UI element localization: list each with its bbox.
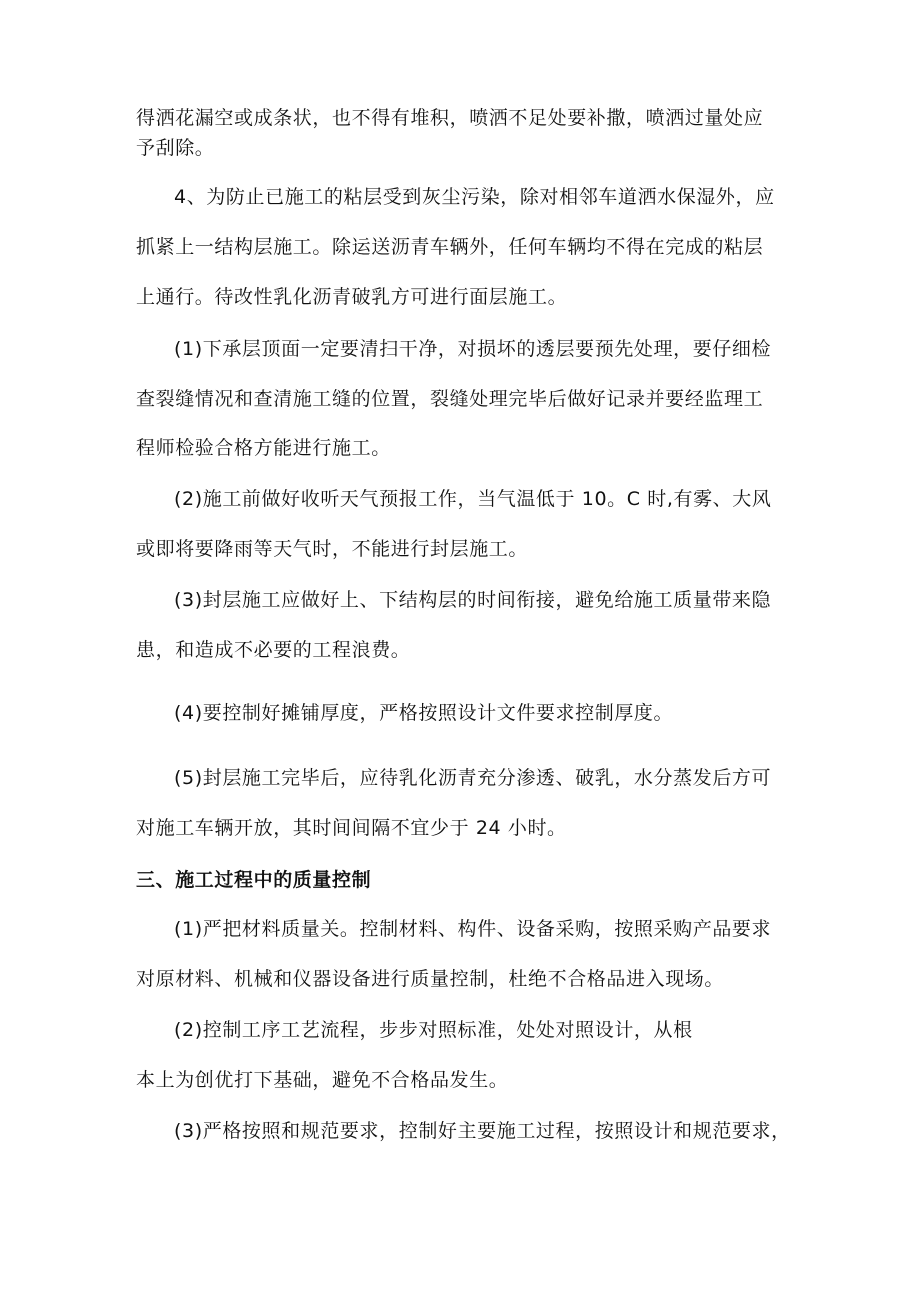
paragraph-line: 对施工车辆开放，其时间间隔不宜少于 24 小时。 [136, 817, 567, 839]
paragraph-line: (1)下承层顶面一定要清扫干净，对损坏的透层要预先处理，要仔细检 [174, 338, 772, 360]
paragraph-line: 上通行。待改性乳化沥青破乳方可进行面层施工。 [136, 286, 568, 308]
paragraph-line: (4)要控制好摊铺厚度，严格按照设计文件要求控制厚度。 [174, 702, 674, 724]
paragraph-line: (3)严格按照和规范要求，控制好主要施工过程，按照设计和规范要求， [174, 1120, 791, 1142]
paragraph-line: 或即将要降雨等天气时，不能进行封层施工。 [136, 538, 529, 560]
paragraph-line: 抓紧上一结构层施工。除运送沥青车辆外，任何车辆均不得在完成的粘层 [136, 236, 764, 258]
paragraph-line: 患，和造成不必要的工程浪费。 [136, 639, 411, 661]
section-heading: 三、施工过程中的质量控制 [136, 869, 372, 891]
paragraph-line: (2)施工前做好收听天气预报工作，当气温低于 10。C 时,有雾、大风 [174, 488, 772, 510]
paragraph-line: 本上为创优打下基础，避免不合格品发生。 [136, 1069, 509, 1091]
paragraph-line: (2)控制工序工艺流程，步步对照标准，处处对照设计，从根 [174, 1019, 693, 1041]
paragraph-line: 4、为防止已施工的粘层受到灰尘污染，除对相邻车道洒水保湿外，应 [174, 186, 775, 208]
paragraph-line: 得洒花漏空或成条状，也不得有堆积，喷洒不足处要补撒，喷洒过量处应 [136, 107, 764, 129]
paragraph-line: (3)封层施工应做好上、下结构层的时间衔接，避免给施工质量带来隐 [174, 589, 772, 611]
paragraph-line: 查裂缝情况和查清施工缝的位置，裂缝处理完毕后做好记录并要经监理工 [136, 388, 764, 410]
paragraph-line: 对原材料、机械和仪器设备进行质量控制，杜绝不合格品进入现场。 [136, 968, 725, 990]
paragraph-line: 程师检验合格方能进行施工。 [136, 437, 391, 459]
paragraph-line: (1)严把材料质量关。控制材料、构件、设备采购，按照采购产品要求 [174, 918, 772, 940]
paragraph-line: (5)封层施工完毕后，应待乳化沥青充分渗透、破乳，水分蒸发后方可 [174, 767, 772, 789]
paragraph-line: 予刮除。 [136, 137, 215, 159]
